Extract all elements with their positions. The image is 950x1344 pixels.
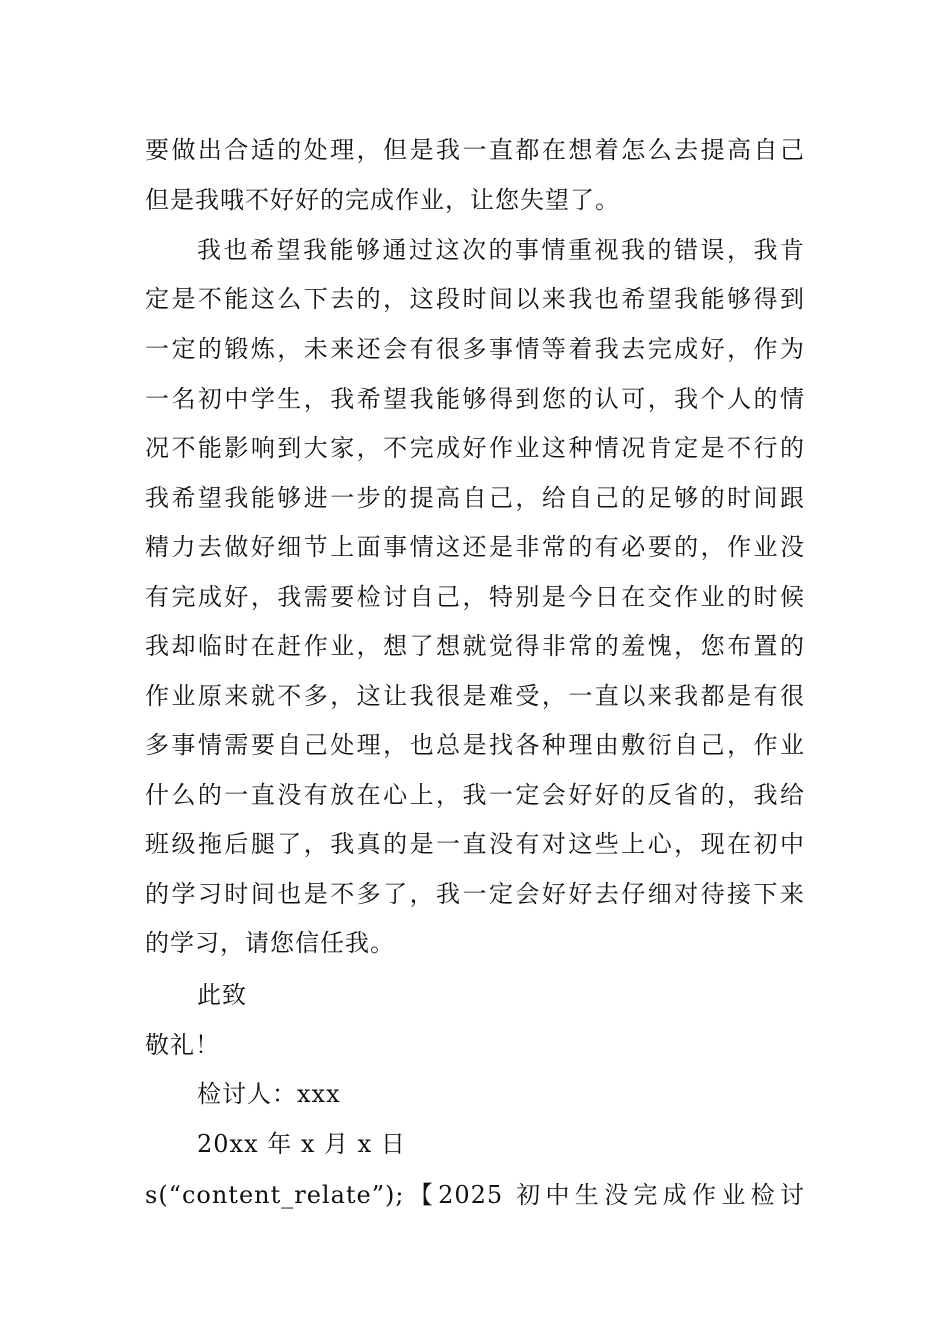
text-line: 多事情需要自己处理，也总是找各种理由敷衍自己，作业 [145, 731, 805, 759]
text-line: 要做出合适的处理，但是我一直都在想着怎么去提高自己 [145, 136, 805, 164]
date-line: 20xx 年 x 月 x 日 [197, 1130, 406, 1158]
text-line: 精力去做好细节上面事情这还是非常的有必要的，作业没 [145, 533, 805, 561]
text-line: 一名初中学生，我希望我能够得到您的认可，我个人的情 [145, 385, 805, 413]
text-line: 但是我哦不好好的完成作业，让您失望了。 [145, 186, 620, 214]
closing-text: 此致 [197, 981, 247, 1009]
text-line: 作业原来就不多，这让我很是难受，一直以来我都是有很 [145, 682, 805, 710]
text-line: 的学习时间也是不多了，我一定会好好去仔细对待接下来 [145, 880, 805, 908]
text-line: 况不能影响到大家，不完成好作业这种情况肯定是不行的 [145, 434, 805, 462]
text-line: 的学习，请您信任我。 [145, 929, 395, 957]
salutation-text: 敬礼！ [145, 1031, 220, 1059]
text-line: 定是不能这么下去的，这段时间以来我也希望我能够得到 [145, 285, 805, 313]
paragraph-first-line: 我也希望我能够通过这次的事情重视我的错误，我肯 [197, 236, 805, 264]
text-line: 班级拖后腿了，我真的是一直没有对这些上心，现在初中 [145, 830, 805, 858]
footer-script-line: s(“content_relate”);【2025 初中生没完成作业检讨 [145, 1181, 805, 1209]
signer-line: 检讨人：xxx [197, 1080, 341, 1108]
text-line: 什么的一直没有放在心上，我一定会好好的反省的，我给 [145, 781, 805, 809]
text-line: 我希望我能够进一步的提高自己，给自己的足够的时间跟 [145, 484, 805, 512]
text-line: 一定的锻炼，未来还会有很多事情等着我去完成好，作为 [145, 335, 805, 363]
text-line: 有完成好，我需要检讨自己，特别是今日在交作业的时候 [145, 583, 805, 611]
text-line: 我却临时在赶作业，想了想就觉得非常的羞愧，您布置的 [145, 632, 805, 660]
